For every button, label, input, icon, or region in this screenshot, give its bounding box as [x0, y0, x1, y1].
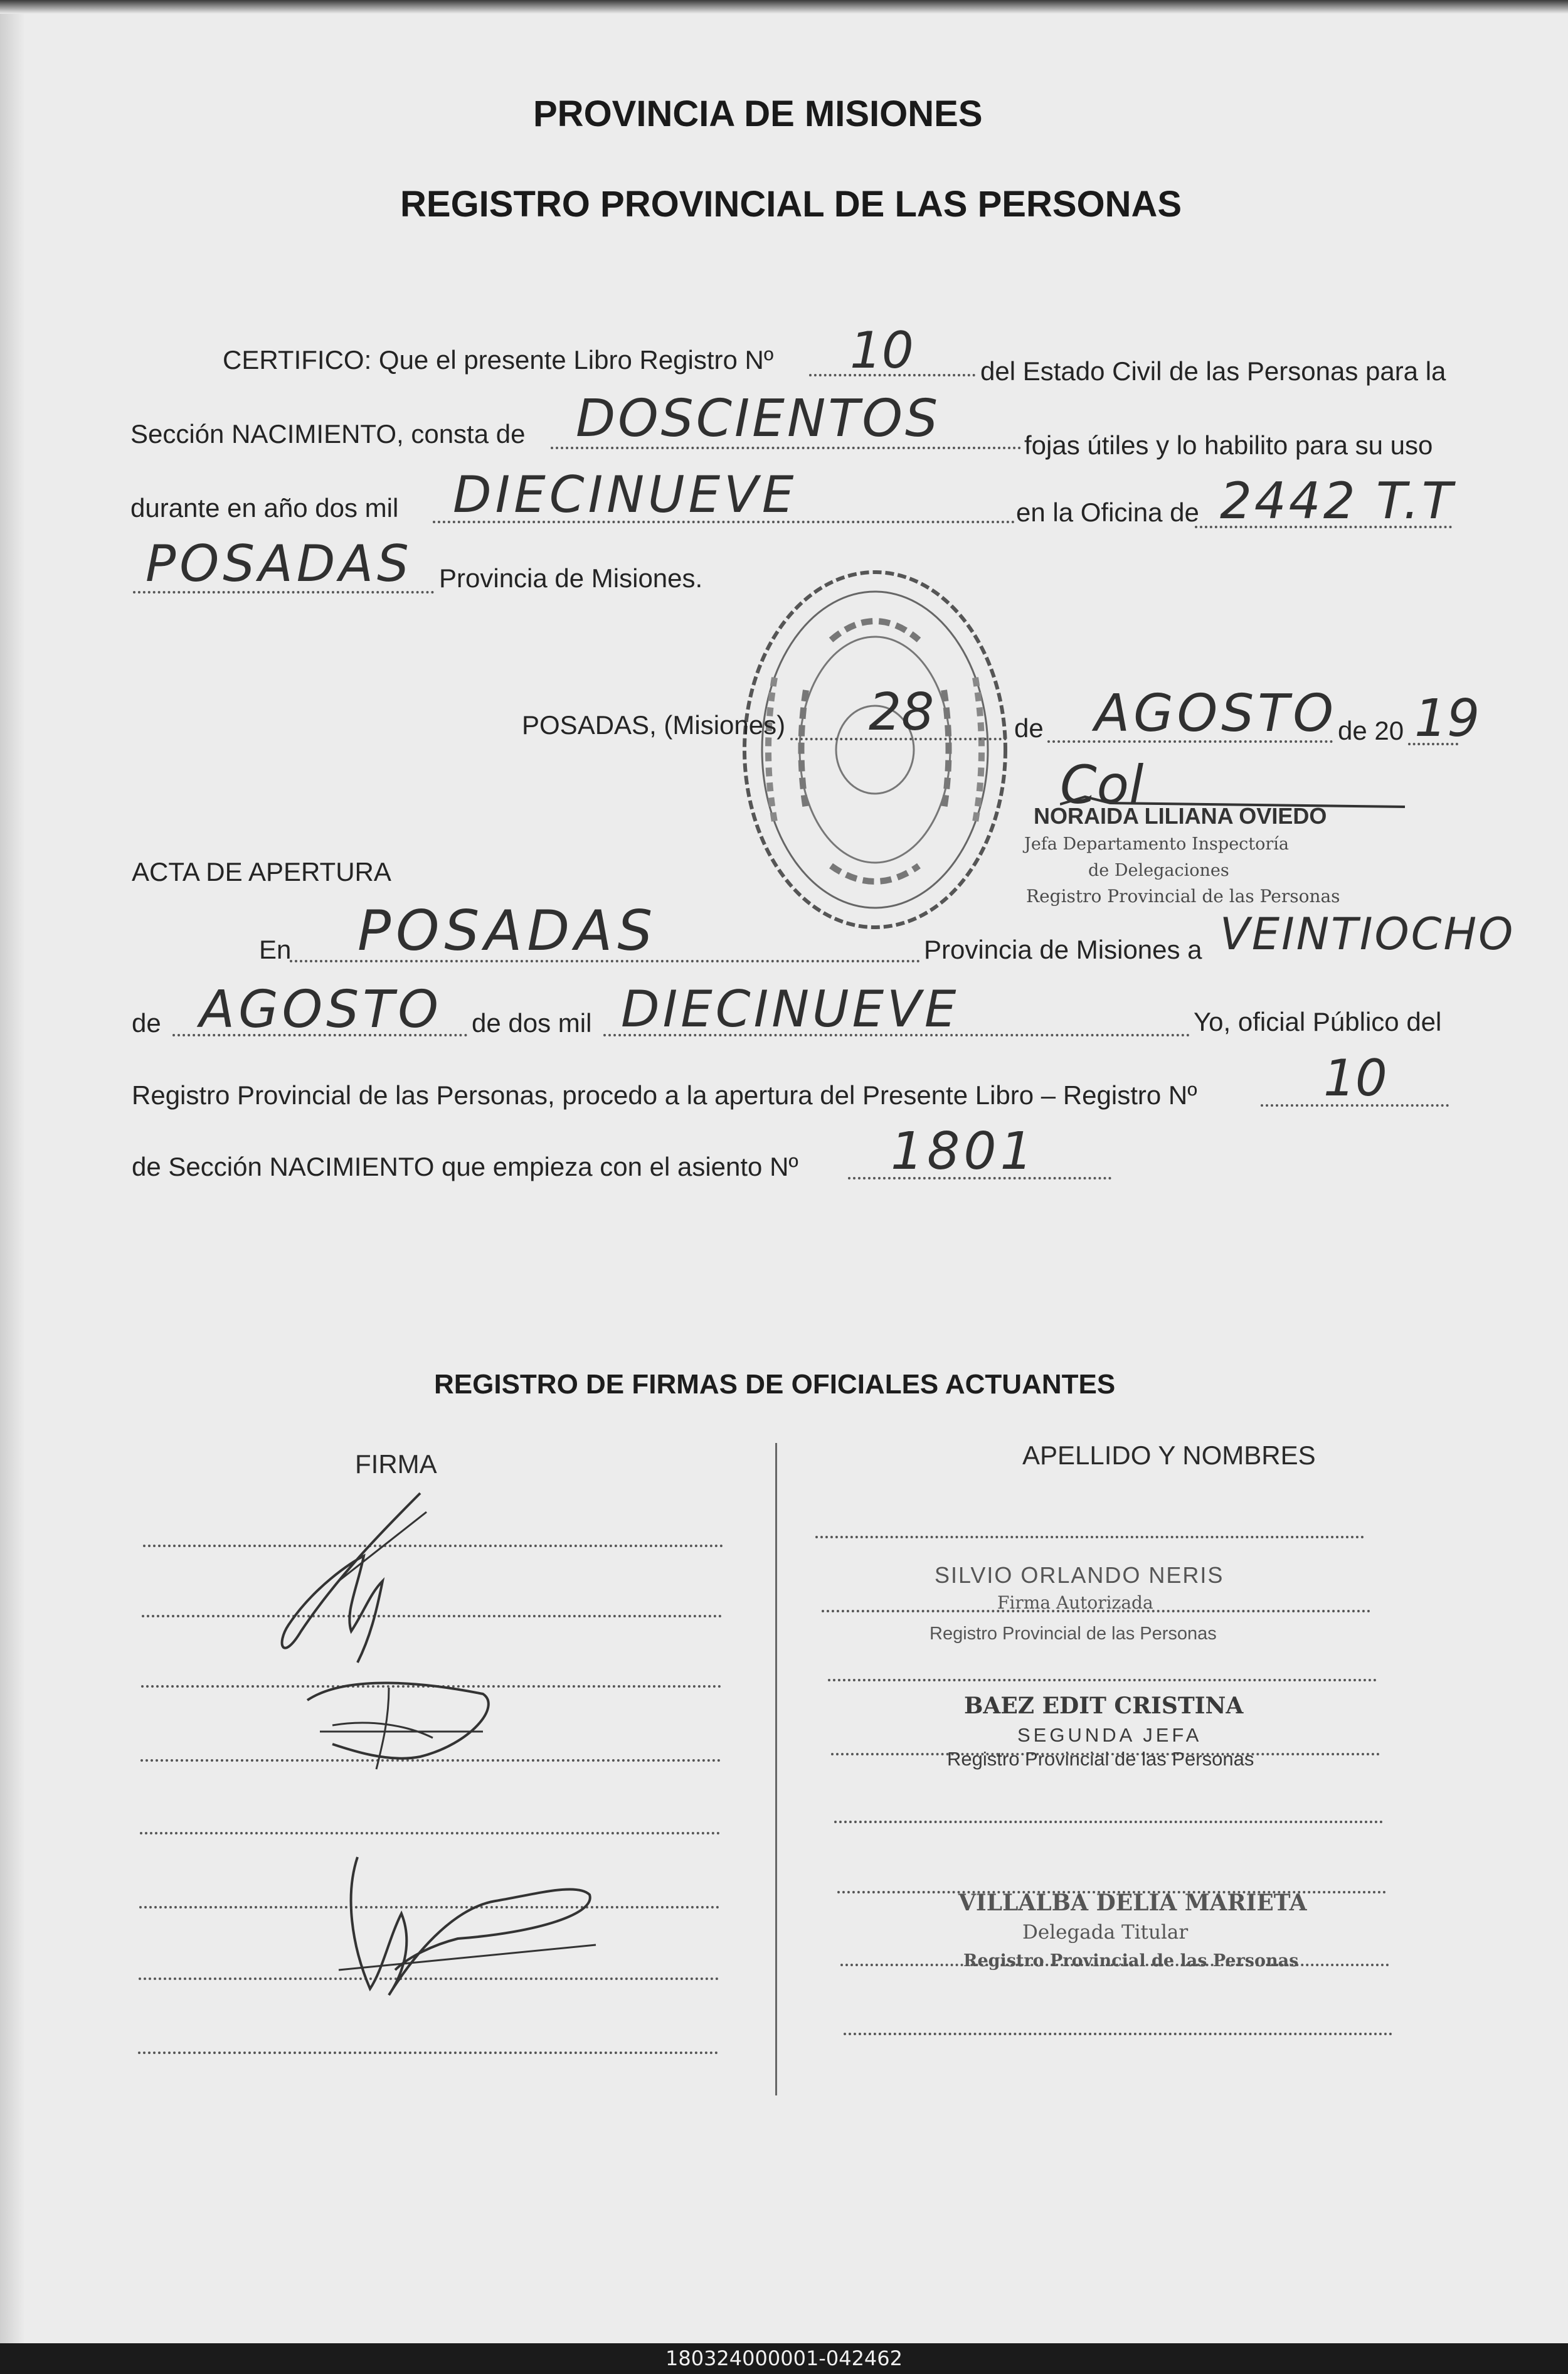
firma-column-header: FIRMA	[355, 1449, 437, 1479]
firmas-heading: REGISTRO DE FIRMAS DE OFICIALES ACTUANTES	[434, 1369, 1116, 1400]
handwritten-acta-mes: AGOSTO	[199, 980, 442, 1040]
date-prefix: POSADAS, (Misiones)	[522, 710, 786, 740]
signature-2-icon	[295, 1669, 508, 1782]
certificate-line4-suffix: Provincia de Misiones.	[439, 563, 703, 593]
official-1-role: Firma Autorizada	[997, 1592, 1153, 1613]
column-divider	[775, 1443, 777, 2095]
certificate-line2-prefix: Sección NACIMIENTO, consta de	[130, 419, 526, 449]
official-2-role: SEGUNDA JEFA	[1017, 1724, 1202, 1746]
nombres-column-header: APELLIDO Y NOMBRES	[1022, 1440, 1316, 1470]
official-stamp-role3: Registro Provincial de las Personas	[1026, 886, 1340, 907]
certificate-line3-prefix: durante en año dos mil	[130, 493, 399, 523]
handwritten-acta-dia: VEINTIOCHO	[1220, 908, 1515, 960]
handwritten-month: AGOSTO	[1094, 684, 1337, 743]
handwritten-acta-anio: DIECINUEVE	[621, 980, 960, 1038]
official-stamp-role1: Jefa Departamento Inspectoría	[1024, 834, 1290, 854]
handwritten-oficina: 2442 T.T	[1220, 472, 1455, 530]
handwritten-asiento: 1801	[891, 1122, 1037, 1181]
handwritten-year-digits: 19	[1414, 689, 1480, 748]
page-title: PROVINCIA DE MISIONES	[533, 93, 983, 134]
date-year-prefix: de 20	[1338, 716, 1404, 745]
certificate-line1-suffix: del Estado Civil de las Personas para la	[980, 356, 1446, 386]
certificate-line2-suffix: fojas útiles y lo habilito para su uso	[1024, 430, 1433, 460]
official-2-name: BAEZ EDIT CRISTINA	[964, 1693, 1244, 1719]
official-1-name: SILVIO ORLANDO NERIS	[935, 1562, 1224, 1588]
handwritten-day: 28	[869, 683, 935, 742]
date-de: de	[1014, 713, 1044, 743]
acta-line3: Registro Provincial de las Personas, procedo a la apertura del Presente Libro – Registro Nº	[132, 1080, 1197, 1110]
acta-line4-prefix: de Sección NACIMIENTO que empieza con el asiento Nº	[132, 1152, 798, 1181]
signature-3-icon	[332, 1844, 608, 2008]
handwritten-localidad: POSADAS	[146, 535, 413, 593]
document-code: 180324000001-042462	[0, 2343, 1568, 2374]
handwritten-acta-lugar: POSADAS	[358, 898, 658, 963]
official-initials-signature: Col	[1060, 754, 1144, 816]
ministry-seal-stamp	[737, 565, 1013, 935]
acta-en: En	[259, 935, 292, 964]
acta-dos-mil: de dos mil	[472, 1008, 592, 1038]
page-subtitle: REGISTRO PROVINCIAL DE LAS PERSONAS	[400, 184, 1182, 225]
acta-heading: ACTA DE APERTURA	[132, 857, 391, 886]
certificate-line3-mid: en la Oficina de	[1016, 498, 1199, 527]
handwritten-year-words: DIECINUEVE	[453, 466, 798, 524]
official-stamp-name: NORAIDA LILIANA OVIEDO	[1034, 803, 1327, 829]
official-stamp-role2: de Delegaciones	[1088, 861, 1229, 880]
official-3-role: Delegada Titular	[1022, 1921, 1189, 1944]
acta-oficial-text: Yo, oficial Público del	[1194, 1007, 1442, 1036]
handwritten-fojas: DOSCIENTOS	[576, 389, 941, 449]
signature-1-icon	[263, 1487, 452, 1669]
acta-de: de	[132, 1008, 161, 1038]
official-1-org: Registro Provincial de las Personas	[930, 1624, 1217, 1644]
certificate-line1-prefix: CERTIFICO: Que el presente Libro Registro Nº	[223, 345, 774, 375]
official-3-org: Registro Provincial de las Personas	[963, 1951, 1299, 1971]
acta-provincia-text: Provincia de Misiones a	[924, 935, 1202, 964]
official-3-name: VILLALBA DELIA MARIETA	[958, 1890, 1307, 1916]
handwritten-acta-libro-num: 10	[1323, 1049, 1387, 1107]
handwritten-libro-num: 10	[850, 321, 914, 380]
official-2-org: Registro Provincial de las Personas	[947, 1748, 1254, 1770]
